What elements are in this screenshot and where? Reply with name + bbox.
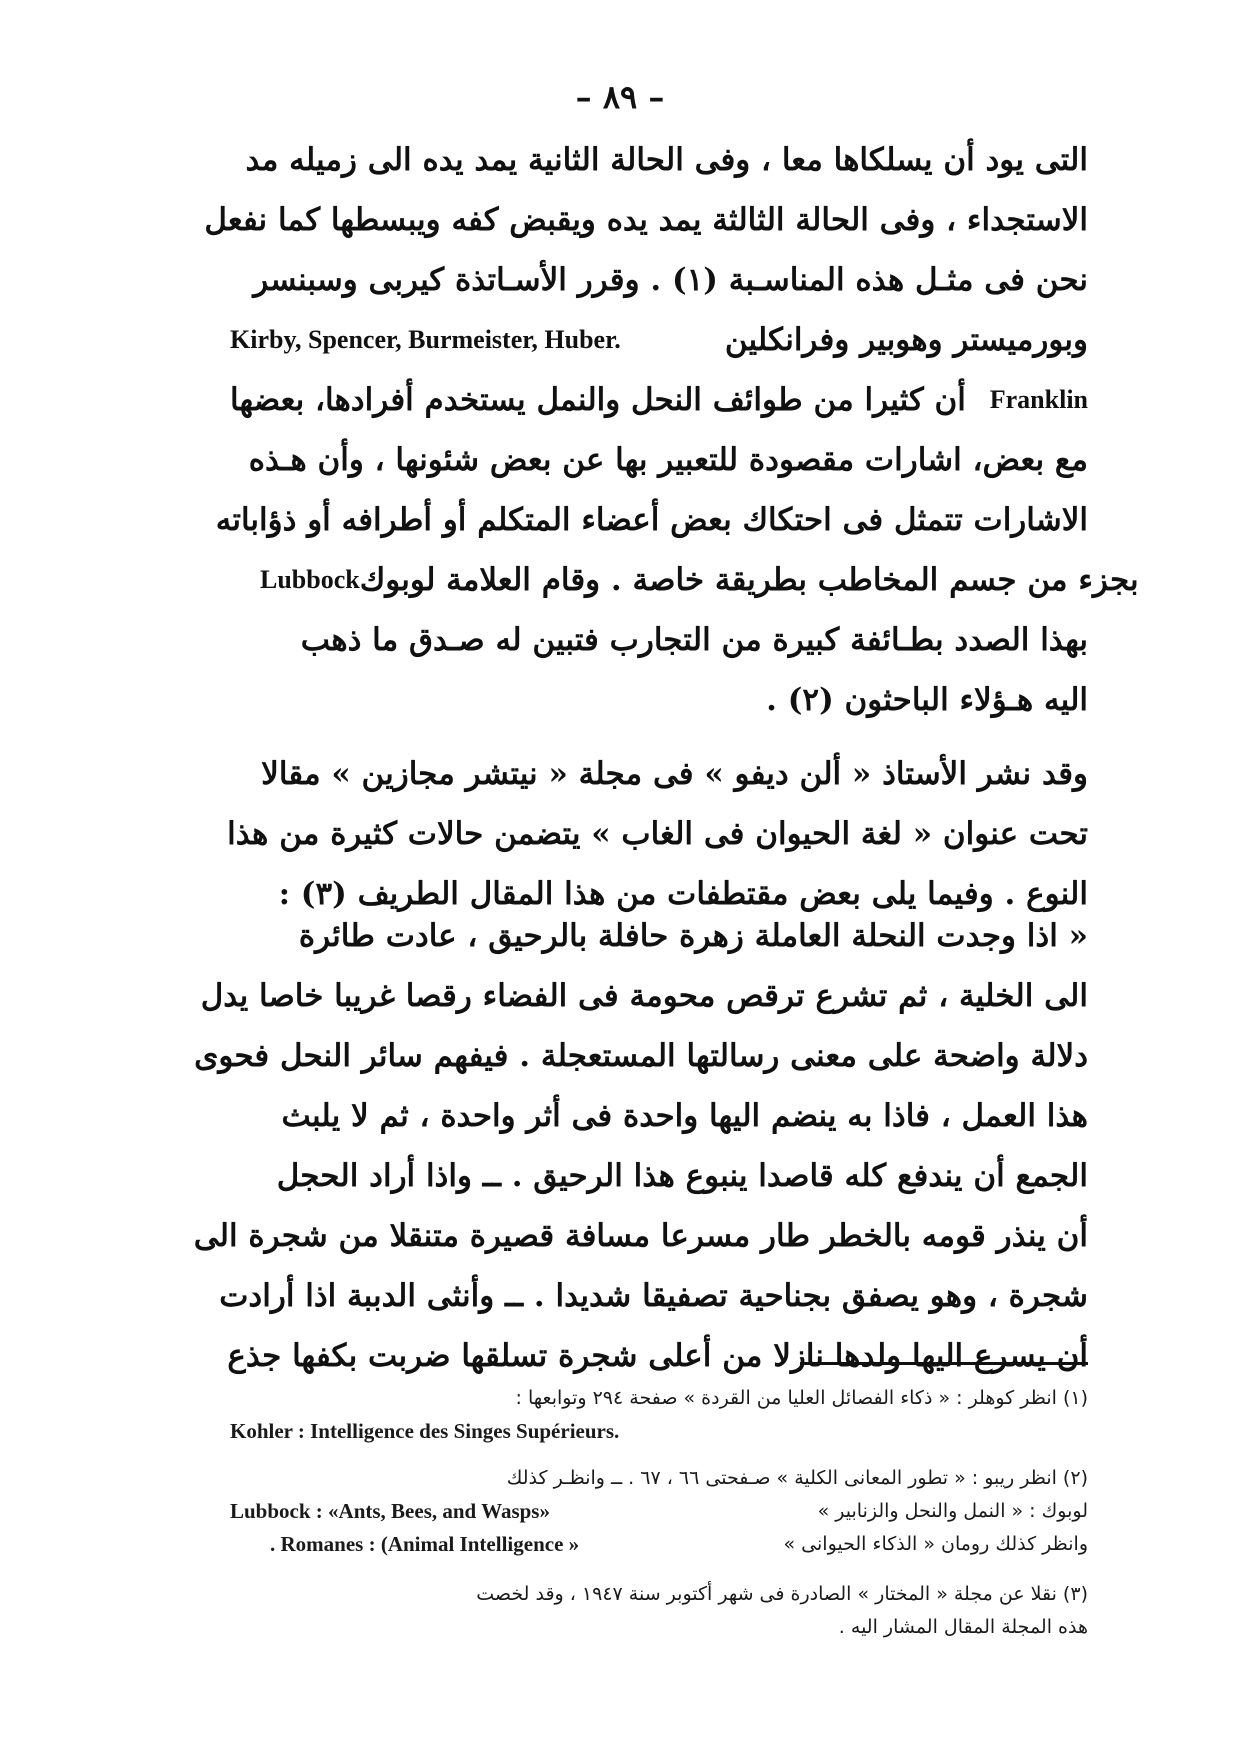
text-line: بهذا الصدد بطـائفة كبيرة من التجارب فتبين له صـدق ما ذهب [300,622,1088,658]
text-line: هذا العمل ، فاذا به ينضم اليها واحدة فى أثر واحدة ، ثم لا يلبث [281,1098,1088,1134]
text-line: مع بعض، اشارات مقصودة للتعبير بها عن بعض شئونها ، وأن هـذه [248,442,1088,478]
footnote-text: (٢) انظر ريبو : « تطور المعانى الكلية » صـفحتى ٦٦ ، ٦٧ . ــ وانظـر كذلك [506,1467,1088,1489]
footnote-text: هذه المجلة المقال المشار اليه . [838,1616,1088,1638]
arabic-text: أن كثيرا من طوائف النحل والنمل يستخدم أفرادها، بعضها [230,382,966,418]
text-line: وقد نشر الأستاذ « ألن ديفو » فى مجلة « نيتشر مجازين » مقالا [261,756,1088,792]
text-line: نحن فى مثـل هذه المناسـبة (١) . وقرر الأسـاتذة كيربى وسبنسر [253,262,1088,298]
text-line: التى يود أن يسلكاها معا ، وفى الحالة الثانية يمد يده الى زميله مد [245,142,1088,178]
text-line: اليه هـؤلاء الباحثون (٢) . [766,682,1088,718]
footnote-text: (٣) نقلا عن مجلة « المختار » الصادرة فى شهر أكتوبر سنة ١٩٤٧ ، وقد لخصت [476,1583,1088,1605]
arabic-text: بجزء من جسم المخاطب بطريقة خاصة . وقام العلامة لوبوك [359,562,1139,598]
footnote-mixed-line [230,1528,1088,1561]
footnote-3 [230,1578,1088,1644]
footnote-divider [800,1362,1088,1365]
text-line: تحت عنوان « لغة الحيوان فى الغاب » يتضمن حالات كثيرة من هذا [227,816,1088,852]
text-line: النوع . وفيما يلى بعض مقتطفات من هذا المقال الطريف (٣) : [278,876,1088,912]
footnote-mixed-line [230,1495,1088,1528]
footnote-2 [230,1462,1088,1561]
text-line [230,310,1088,370]
text-line: « اذا وجدت النحلة العاملة زهرة حافلة بالرحيق ، عادت طائرة [298,918,1088,954]
footnote-latin: . Romanes : (Animal Intelligence » [270,1532,580,1556]
paragraph-3 [193,906,1088,1386]
footnote-text: وانظر كذلك رومان « الذكاء الحيوانى » [783,1533,1088,1555]
footnote-text: (١) انظر كوهلر : « ذكاء الفصائل العليا من القردة » صفحة ٢٩٤ وتوابعها : [515,1387,1088,1409]
text-line: دلالة واضحة على معنى رسالتها المستعجلة . فيفهم سائر النحل فحوى [194,1038,1088,1074]
latin-authors: Kirby, Spencer, Burmeister, Huber. [230,325,621,354]
footnote-latin: Kohler : Intelligence des Singes Supérieurs. [230,1419,620,1443]
text-line: الجمع أن يندفع كله قاصدا ينبوع هذا الرحيق . ــ واذا أراد الحجل [276,1158,1088,1194]
paragraph-1 [204,130,1139,730]
arabic-authors: وبورميستر وهوبير وفرانكلين [724,322,1088,358]
text-line: الاستجداء ، وفى الحالة الثالثة يمد يده ويقبض كفه ويبسطها كما نفعل [204,202,1088,238]
text-line: الاشارات تتمثل فى احتكاك بعض أعضاء المتكلم أو أطرافه أو ذؤاباته [215,502,1088,538]
latin-franklin: Franklin [989,385,1088,414]
text-line: الى الخلية ، ثم تشرع ترقص محومة فى الفضاء رقصا غريبا خاصا يدل [200,978,1088,1014]
text-line [230,550,1139,610]
text-line: شجرة ، وهو يصفق بجناحية تصفيقا شديدا . ــ وأنثى الدببة اذا أرادت [219,1278,1088,1314]
text-line: أن يسرع اليها ولدها نازلا من أعلى شجرة تسلقها ضربت بكفها جذع [227,1338,1088,1374]
footnote-1 [230,1382,1088,1448]
paragraph-2 [227,744,1088,924]
page-number: – ٨٩ – [575,78,665,116]
text-line: أن ينذر قومه بالخطر طار مسرعا مسافة قصيرة متنقلا من شجرة الى [193,1218,1088,1254]
footnote-text: لوبوك : « النمل والنحل والزنابير » [817,1500,1088,1522]
latin-lubbock: Lubbock [260,565,360,594]
text-line [230,370,1088,430]
footnote-latin: Lubbock : «Ants, Bees, and Wasps» [230,1499,550,1523]
